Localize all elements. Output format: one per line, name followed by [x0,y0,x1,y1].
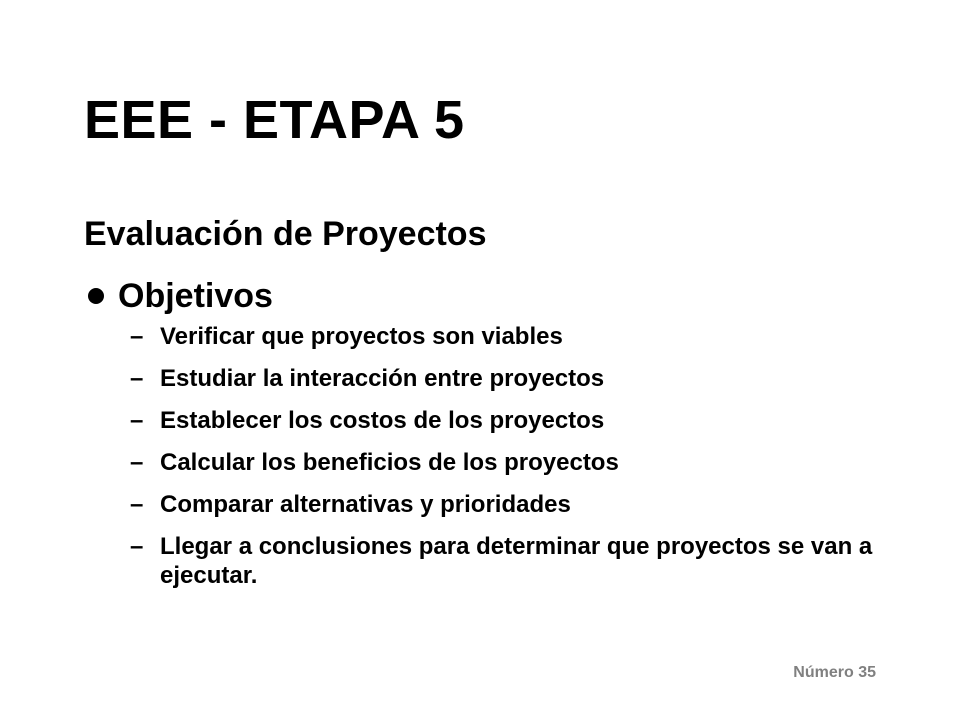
list-item-text: Comparar alternativas y prioridades [160,491,571,518]
objectives-list [130,322,910,603]
bullet-dot-icon [88,288,104,304]
list-item-text: Calcular los beneficios de los proyectos [160,449,619,476]
list-item-text: Estudiar la interacción entre proyectos [160,365,605,392]
dash-icon: – [130,365,144,392]
dash-icon: – [130,323,144,350]
dash-icon: – [130,491,144,518]
list-item [130,322,910,351]
dash-icon: – [130,533,144,560]
slide-title: EEE - ETAPA 5 [84,90,465,150]
slide-number: Número 35 [793,664,876,681]
dash-icon: – [130,407,144,434]
bullet-label: Objetivos [118,277,273,315]
list-item [130,406,910,435]
list-item [130,364,910,393]
list-item-text: Llegar a conclusiones para determinar que proyectos se van a ejecutar. [160,533,873,589]
slide-subtitle: Evaluación de Proyectos [84,215,487,253]
list-item-text: Establecer los costos de los proyectos [160,407,605,434]
list-item [130,532,910,590]
list-item-text: Verificar que proyectos son viables [160,323,563,350]
bullet-objetivos [84,276,273,316]
list-item [130,448,910,477]
list-item [130,490,910,519]
dash-icon: – [130,449,144,476]
